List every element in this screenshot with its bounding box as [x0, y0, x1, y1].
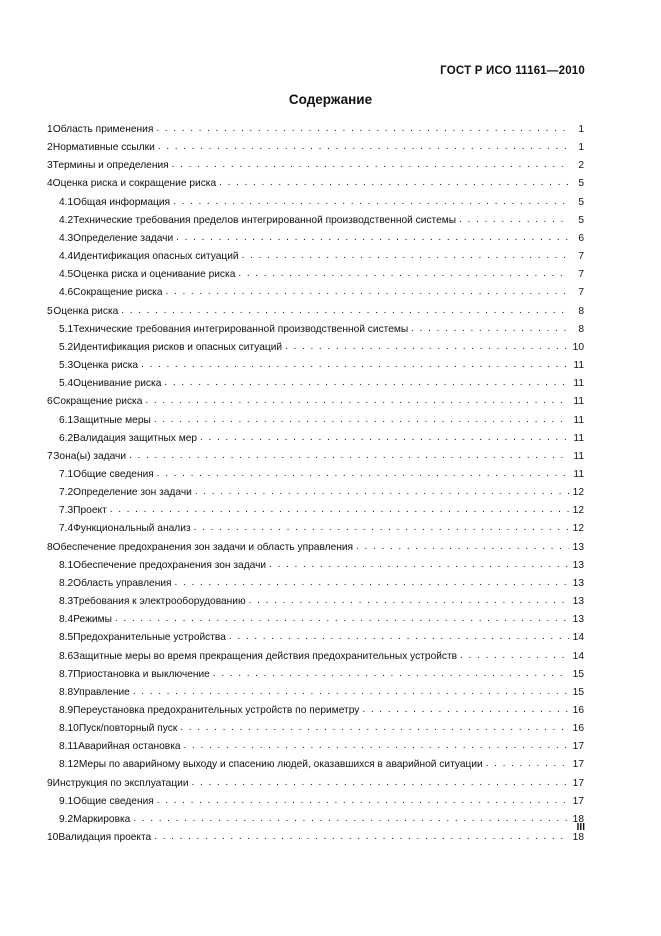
toc-entry[interactable] — [47, 175, 584, 193]
toc-entry-label: Переустановка предохранительных устройств по периметру — [73, 705, 360, 716]
toc-entry[interactable] — [47, 811, 584, 829]
dot-leader — [175, 574, 569, 592]
dot-leader — [156, 120, 569, 138]
toc-entry[interactable] — [47, 575, 584, 593]
dot-leader — [285, 338, 569, 356]
toc-entry[interactable] — [47, 793, 584, 811]
toc-entry[interactable] — [47, 702, 584, 720]
toc-entry-number: 9 — [47, 777, 53, 789]
dot-leader — [166, 283, 569, 301]
dot-leader — [110, 501, 569, 519]
toc-entry-label: Технические требования пределов интегрированной производственной системы — [73, 214, 457, 226]
toc-entry[interactable] — [47, 248, 584, 266]
toc-entry-number: 9.1 — [59, 795, 74, 807]
toc-entry-page: 1 — [578, 124, 584, 135]
toc-entry-page: 14 — [572, 632, 584, 644]
toc-entry-label: Режимы — [73, 614, 112, 626]
toc-entry-number: 4.4 — [59, 251, 74, 263]
toc-entry-number: 7.4 — [59, 523, 74, 535]
toc-entry-page: 17 — [572, 741, 584, 753]
toc-entry[interactable] — [47, 139, 584, 157]
toc-entry[interactable] — [47, 829, 584, 847]
dot-leader — [115, 610, 569, 628]
toc-entry-label: Защитные меры во время прекращения действия предохранительных устройств — [73, 650, 458, 662]
toc-entry-number: 5.3 — [59, 360, 74, 372]
toc-entry-number: 2 — [47, 142, 53, 154]
dot-leader — [133, 810, 569, 828]
toc-entry-page: 12 — [572, 487, 584, 499]
toc-entry-page: 7 — [578, 287, 584, 299]
toc-entry-number: 4.6 — [59, 287, 74, 299]
toc-entry-page: 11 — [573, 468, 584, 480]
dot-leader — [195, 483, 569, 501]
toc-entry-page: 13 — [572, 541, 584, 553]
toc-entry-number: 5.1 — [59, 323, 74, 335]
toc-entry-page: 11 — [573, 378, 584, 390]
toc-entry-page: 15 — [572, 668, 584, 680]
toc-entry-label: Валидация проекта — [58, 832, 152, 844]
toc-entry-number: 4.2 — [59, 214, 74, 226]
toc-entry-label: Оценка риска — [73, 360, 139, 372]
toc-entry[interactable] — [47, 720, 584, 738]
toc-entry-page: 8 — [578, 305, 584, 317]
toc-entry-label: Обеспечение предохранения зон задачи — [73, 559, 267, 571]
toc-entry-number: 9.2 — [59, 813, 74, 825]
toc-entry[interactable] — [47, 756, 584, 774]
toc-entry-page: 13 — [572, 577, 584, 589]
toc-entry-label: Оценка риска — [53, 305, 119, 317]
toc-entry[interactable] — [47, 266, 584, 284]
dot-leader — [460, 647, 569, 665]
toc-entry-number: 8.11 — [59, 741, 79, 753]
toc-entry-label: Область применения — [52, 124, 154, 135]
dot-leader — [229, 628, 569, 646]
toc-entry-number: 7.1 — [59, 468, 74, 480]
toc-entry-label: Меры по аварийному выходу и спасению людей, оказавшихся в аварийной ситуации — [78, 759, 483, 771]
dot-leader — [129, 447, 569, 465]
dot-leader — [411, 320, 569, 338]
toc-entry-page: 11 — [573, 432, 584, 444]
toc-entry-number: 6 — [47, 396, 53, 408]
toc-entry-number: 10 — [47, 832, 59, 844]
toc-entry-label: Маркировка — [73, 813, 131, 825]
toc-entry-label: Оценивание риска — [73, 378, 162, 390]
toc-entry-number: 4.5 — [59, 269, 74, 281]
dot-leader — [164, 374, 569, 392]
toc-entry-label: Общие сведения — [73, 468, 154, 480]
toc-entry[interactable] — [47, 666, 584, 684]
dot-leader — [362, 701, 569, 719]
dot-leader — [219, 174, 569, 192]
toc-entry-label: Приостановка и выключение — [73, 668, 210, 680]
toc-entry-label: Идентификация рисков и опасных ситуаций — [73, 341, 283, 353]
dot-leader — [486, 755, 569, 773]
toc-entry-label: Обеспечение предохранения зон задачи и область управления — [52, 541, 354, 553]
toc-entry[interactable] — [47, 557, 584, 575]
toc-entry-page: 2 — [578, 160, 584, 172]
dot-leader — [249, 592, 569, 610]
toc-entry-label: Общие сведения — [73, 795, 154, 807]
dot-leader — [192, 774, 569, 792]
standard-header: ГОСТ Р ИСО 11161—2010 — [440, 65, 585, 77]
toc-entry-number: 8.4 — [59, 614, 74, 626]
dot-leader — [173, 193, 569, 211]
toc-entry-page: 13 — [572, 614, 584, 626]
dot-leader — [154, 411, 569, 429]
toc-entry-page: 13 — [572, 559, 584, 571]
toc-entry-page: 14 — [572, 650, 584, 662]
dot-leader — [157, 465, 569, 483]
toc-entry-label: Аварийная остановка — [78, 741, 181, 753]
toc-entry-number: 4.1 — [59, 196, 74, 208]
toc-entry[interactable] — [47, 357, 584, 375]
toc-entry-number: 7.2 — [59, 487, 74, 499]
toc-entry-page: 7 — [578, 251, 584, 263]
toc-entry-page: 18 — [572, 813, 584, 825]
toc-entry-page: 11 — [573, 396, 584, 408]
toc-entry-label: Оценка риска и оценивание риска — [73, 269, 236, 281]
toc-entry[interactable] — [47, 303, 584, 321]
dot-leader — [172, 156, 569, 174]
toc-entry[interactable] — [47, 648, 584, 666]
dot-leader — [184, 737, 569, 755]
toc-entry-page: 10 — [572, 341, 584, 353]
toc-entry[interactable] — [47, 611, 584, 629]
toc-entry-label: Идентификация опасных ситуаций — [73, 251, 239, 263]
toc-entry-label: Управление — [73, 686, 130, 698]
toc-entry[interactable] — [47, 502, 584, 520]
toc-entry-page: 5 — [578, 214, 584, 226]
toc-entry[interactable] — [47, 393, 584, 411]
dot-leader — [121, 302, 569, 320]
toc-entry-number: 8 — [47, 541, 53, 553]
toc-entry-label: Определение задачи — [73, 232, 174, 244]
toc-entry-number: 5.4 — [59, 378, 74, 390]
toc-entry[interactable] — [47, 738, 584, 756]
toc-entry-label: Требования к электрооборудованию — [73, 596, 246, 608]
dot-leader — [176, 229, 569, 247]
toc-entry-number: 8.10 — [59, 723, 79, 735]
toc-entry-page: 17 — [572, 777, 584, 789]
toc-entry-number: 8.5 — [59, 632, 74, 644]
toc-entry-page: 18 — [572, 832, 584, 844]
toc-entry-page: 12 — [572, 505, 584, 517]
dot-leader — [200, 429, 569, 447]
toc-entry[interactable] — [47, 466, 584, 484]
toc-entry-page: 7 — [578, 269, 584, 281]
dot-leader — [145, 392, 569, 410]
toc-entry-number: 8.7 — [59, 668, 74, 680]
toc-entry-label: Сокращение риска — [53, 396, 143, 408]
toc-entry-page: 8 — [578, 323, 584, 335]
toc-entry-label: Сокращение риска — [73, 287, 163, 299]
toc-entry-label: Оценка риска и сокращение риска — [52, 178, 217, 190]
toc-entry-page: 17 — [572, 795, 584, 807]
toc-entry-label: Нормативные ссылки — [52, 142, 155, 154]
table-of-contents — [47, 121, 584, 847]
dot-leader — [356, 538, 569, 556]
toc-entry-page: 12 — [572, 523, 584, 535]
toc-entry-page: 17 — [572, 759, 584, 771]
toc-entry-number: 7.3 — [59, 505, 74, 517]
dot-leader — [213, 665, 569, 683]
toc-entry-number: 6.2 — [59, 432, 74, 444]
toc-entry-label: Валидация защитных мер — [73, 432, 198, 444]
toc-entry[interactable] — [47, 412, 584, 430]
toc-entry-number: 5.2 — [59, 341, 74, 353]
dot-leader — [194, 519, 569, 537]
toc-entry-page: 11 — [573, 360, 584, 372]
toc-entry[interactable] — [47, 448, 584, 466]
toc-entry[interactable] — [47, 484, 584, 502]
toc-entry-label: Проект — [73, 505, 107, 517]
toc-entry[interactable] — [47, 157, 584, 175]
toc-entry-label: Пуск/повторный пуск — [78, 723, 178, 735]
toc-entry-number: 8.1 — [59, 559, 74, 571]
toc-entry[interactable] — [47, 121, 584, 139]
page-title: Содержание — [288, 92, 373, 107]
toc-entry-page: 11 — [573, 450, 584, 462]
toc-entry-number: 1 — [47, 124, 53, 135]
toc-entry[interactable] — [47, 593, 584, 611]
toc-entry-number: 8.9 — [59, 705, 74, 716]
dot-leader — [269, 556, 569, 574]
toc-entry[interactable] — [47, 629, 584, 647]
dot-leader — [154, 828, 569, 846]
toc-entry[interactable] — [47, 194, 584, 212]
toc-entry-number: 8.12 — [59, 759, 79, 771]
toc-entry-label: Технические требования интегрированной производственной системы — [73, 323, 409, 335]
toc-entry[interactable] — [47, 321, 584, 339]
toc-entry-page: 11 — [573, 414, 584, 426]
toc-entry-page: 1 — [578, 142, 584, 154]
toc-entry-number: 3 — [47, 160, 53, 172]
toc-entry[interactable] — [47, 430, 584, 448]
toc-entry[interactable] — [47, 684, 584, 702]
toc-entry-page: 16 — [572, 705, 584, 716]
toc-entry-number: 7 — [47, 450, 53, 462]
dot-leader — [459, 211, 569, 229]
toc-entry-number: 8.8 — [59, 686, 74, 698]
toc-entry[interactable] — [47, 539, 584, 557]
toc-entry-number: 6.1 — [59, 414, 74, 426]
toc-entry[interactable] — [47, 375, 584, 393]
toc-entry-label: Область управления — [73, 577, 172, 589]
page-number: III — [576, 822, 585, 833]
toc-entry-page: 13 — [572, 596, 584, 608]
toc-entry-label: Предохранительные устройства — [73, 632, 226, 644]
toc-entry-page: 5 — [578, 178, 584, 190]
toc-entry-label: Инструкция по эксплуатации — [52, 777, 189, 789]
toc-entry[interactable] — [47, 520, 584, 538]
dot-leader — [133, 683, 569, 701]
dot-leader — [238, 265, 569, 283]
toc-entry-label: Термины и определения — [52, 160, 169, 172]
dot-leader — [158, 138, 569, 156]
toc-entry[interactable] — [47, 339, 584, 357]
toc-entry-page: 16 — [572, 723, 584, 735]
toc-entry[interactable] — [47, 230, 584, 248]
toc-entry-number: 4.3 — [59, 232, 74, 244]
dot-leader — [242, 247, 569, 265]
toc-entry-label: Защитные меры — [73, 414, 151, 426]
dot-leader — [141, 356, 569, 374]
toc-entry[interactable] — [47, 284, 584, 302]
toc-entry-label: Функциональный анализ — [73, 523, 191, 535]
toc-entry[interactable] — [47, 775, 584, 793]
toc-entry-number: 8.2 — [59, 577, 74, 589]
toc-entry-label: Определение зон задачи — [73, 487, 192, 499]
toc-entry-number: 5 — [47, 305, 53, 317]
dot-leader — [180, 719, 569, 737]
toc-entry-number: 8.3 — [59, 596, 74, 608]
toc-entry-number: 4 — [47, 178, 53, 190]
toc-entry[interactable] — [47, 212, 584, 230]
toc-entry-label: Зона(ы) задачи — [53, 450, 127, 462]
toc-entry-number: 8.6 — [59, 650, 74, 662]
toc-entry-page: 5 — [578, 196, 584, 208]
toc-entry-page: 6 — [578, 232, 584, 244]
toc-entry-page: 15 — [572, 686, 584, 698]
toc-entry-label: Общая информация — [73, 196, 171, 208]
dot-leader — [157, 792, 569, 810]
